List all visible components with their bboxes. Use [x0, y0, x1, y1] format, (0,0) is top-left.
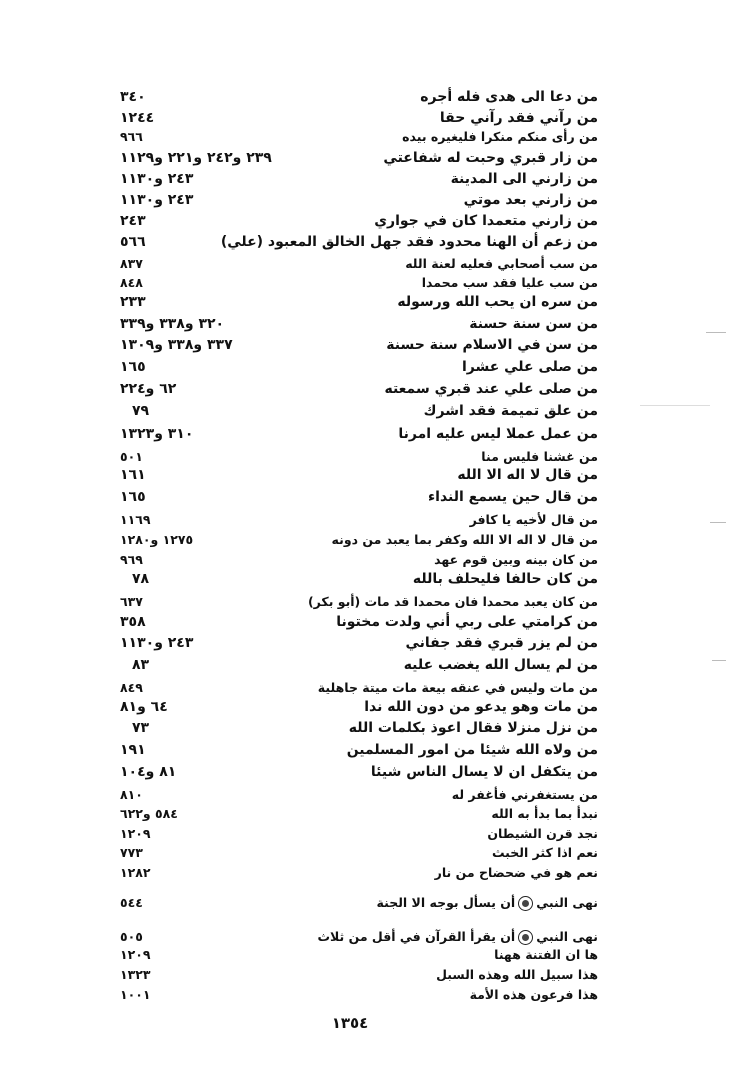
index-entry: [120, 944, 598, 965]
entry-text: من قال لأخيه يا كافر: [469, 512, 598, 527]
entry-page-ref: ٥٠٥: [120, 929, 143, 944]
entry-text: من رأى منكم منكرا فليغيره بيده: [402, 129, 598, 144]
entry-page-ref: ١٢٨٢: [120, 865, 151, 880]
scan-mark: [640, 405, 710, 406]
index-entry: [120, 487, 598, 508]
entry-page-ref: ١١٦٩: [120, 512, 151, 527]
scan-mark: [706, 332, 726, 333]
entry-page-ref: ٨١٠: [120, 787, 143, 802]
entry-page-ref: ٢٤٣: [120, 213, 146, 229]
index-entry: [120, 126, 598, 147]
entry-page-ref: ٣١٠ و١٣٢٣: [120, 426, 194, 442]
entry-text: نعم اذا كثر الخبث: [491, 845, 598, 860]
entry-text: من قال لا اله الا الله وكفر بما يعبد من دونه: [331, 532, 598, 547]
entry-page-ref: ٨٣٧: [120, 256, 143, 271]
index-entry: [120, 190, 598, 211]
index-entry: [120, 697, 598, 718]
index-entry: [120, 862, 598, 883]
index-entry: [120, 253, 598, 274]
entry-page-ref: ٣٢٠ و٣٣٨ و٣٣٩: [120, 316, 225, 332]
entry-page-ref: ٧٣: [132, 720, 150, 736]
entry-text: من زارني الى المدينة: [450, 171, 598, 187]
entry-page-ref: ٧٩: [132, 403, 150, 419]
entry-page-ref: ٣٥٨: [120, 614, 146, 630]
entry-page-ref: ٣٣٧ و٣٣٨ و١٣٠٩: [120, 337, 233, 353]
entry-text: من رآني فقد رآني حقا: [439, 110, 598, 126]
entry-text-end: أن يقرأ القرآن في أقل من ثلاث: [317, 929, 516, 944]
index-entry: [120, 379, 598, 400]
entry-page-ref: ٨١ و١٠٤: [120, 764, 177, 780]
entry-text: ها ان الفتنة ههنا: [494, 947, 598, 962]
entry-page-ref: ٢٣٣: [120, 294, 146, 310]
entry-page-ref: ٧٨: [132, 571, 150, 587]
scan-mark: [712, 660, 726, 661]
index-entry: [120, 762, 598, 783]
index-entry: [120, 803, 598, 824]
scan-mark: [710, 522, 726, 523]
index-entry: [120, 232, 598, 253]
entry-text: من زارني متعمدا كان في جواري: [374, 213, 598, 229]
entry-text: من عمل عملا ليس عليه امرنا: [398, 426, 598, 442]
entry-text: من سن سنة حسنة: [469, 316, 598, 332]
entry-text: نجد قرن الشيطان: [487, 826, 598, 841]
entry-page-ref: ٥٨٤ و٦٢٢: [120, 806, 178, 821]
entry-text: من نزل منزلا فقال اعوذ بكلمات الله: [348, 720, 598, 736]
index-entry: [120, 335, 598, 356]
index-entry: [120, 401, 598, 422]
entry-page-ref: ٥٠١: [120, 449, 143, 464]
entry-text: من غشنا فليس منا: [481, 449, 598, 464]
entry-text: من مات وليس في عنقه بيعة مات ميتة جاهلية: [317, 680, 598, 695]
entry-text: من زارني بعد موتي: [463, 192, 598, 208]
index-entry: [120, 272, 598, 293]
entry-page-ref: ٨٣: [132, 657, 150, 673]
page-number: ١٣٥٤: [331, 1014, 369, 1032]
index-entry: [120, 148, 598, 169]
entry-text: من قال لا اله الا الله: [457, 467, 598, 483]
entry-page-ref: ٣٤٠: [120, 89, 146, 105]
entry-page-ref: ٢٤٣ و١١٣٠: [120, 192, 194, 208]
entry-text: [377, 892, 598, 913]
index-entry: [120, 677, 598, 698]
entry-page-ref: ٢٣٩ و٢٤٢ و٢٢١ و١١٢٩: [120, 150, 272, 166]
entry-text: هذا فرعون هذه الأمة: [469, 987, 598, 1002]
index-entry: [120, 718, 598, 739]
entry-page-ref: ١٢٠٩: [120, 826, 151, 841]
entry-page-ref: ٥٤٤: [120, 895, 143, 910]
entry-text: من ولاه الله شيئا من امور المسلمين: [346, 742, 598, 758]
index-entry: [120, 612, 598, 633]
entry-text: من كان حالفا فليحلف بالله: [412, 571, 598, 587]
entry-page-ref: ١٢٧٥ و١٢٨٠: [120, 532, 194, 547]
entry-text: من لم يسال الله يغضب عليه: [403, 657, 598, 673]
index-entry: [120, 655, 598, 676]
entry-text: من يستغفرني فأغفر له: [451, 787, 598, 802]
index-entry: [120, 509, 598, 530]
entry-text: من علق تميمة فقد اشرك: [423, 403, 598, 419]
index-entry: [120, 87, 598, 108]
entry-text-start: نهى النبي: [536, 929, 598, 944]
entry-text-end: أن يسأل بوجه الا الجنة: [376, 895, 516, 910]
entry-text: من كان يعبد محمدا فان محمدا قد مات (أبو بكر): [307, 594, 598, 609]
index-entry: [120, 424, 598, 445]
entry-page-ref: ٦٤ و٨١: [120, 699, 168, 715]
entry-page-ref: ٩٦٩: [120, 552, 143, 567]
entry-text: من سره ان يحب الله ورسوله: [397, 294, 598, 310]
entry-page-ref: ١٢٤٤: [120, 110, 155, 126]
index-entry: [120, 591, 598, 612]
entry-page-ref: ٦٢ و٢٢٤: [120, 381, 177, 397]
entry-page-ref: ١٣٢٣: [120, 967, 151, 982]
entry-page-ref: ١٦١: [120, 467, 146, 483]
entry-text: من سب أصحابي فعليه لعنة الله: [405, 256, 598, 271]
honorific-seal-icon: [518, 930, 533, 945]
entry-page-ref: ٧٧٣: [120, 845, 143, 860]
index-entry: [120, 465, 598, 486]
entry-page-ref: ٢٤٣ و١١٣٠: [120, 635, 194, 651]
index-entry: [120, 784, 598, 805]
index-entry: [120, 211, 598, 232]
entry-text: من يتكفل ان لا يسال الناس شيئا: [370, 764, 598, 780]
entry-page-ref: ٥٦٦: [120, 234, 146, 250]
index-entry: [120, 740, 598, 761]
index-entry: [120, 964, 598, 985]
entry-text: هذا سبيل الله وهذه السبل: [436, 967, 598, 982]
entry-page-ref: ٢٤٣ و١١٣٠: [120, 171, 194, 187]
index-entry: [120, 569, 598, 590]
entry-text: من زار قبري وحبت له شفاعتي: [383, 150, 598, 166]
entry-text: من سب عليا فقد سب محمدا: [421, 275, 598, 290]
entry-text: من سن في الاسلام سنة حسنة: [386, 337, 598, 353]
index-entry: [120, 529, 598, 550]
index-entry: [120, 292, 598, 313]
index-entry: [120, 446, 598, 467]
entry-text: من زعم أن الهنا محدود فقد جهل الخالق المعبود (علي): [220, 234, 598, 250]
entry-page-ref: ٦٣٧: [120, 594, 143, 609]
index-entry: [120, 549, 598, 570]
index-entry: [120, 984, 598, 1005]
entry-page-ref: ٩٦٦: [120, 129, 143, 144]
entry-text: من صلى علي عند قبري سمعته: [384, 381, 598, 397]
entry-page-ref: ١٦٥: [120, 489, 146, 505]
index-entry: [120, 169, 598, 190]
entry-text-start: نهى النبي: [536, 895, 598, 910]
entry-page-ref: ١٩١: [120, 742, 146, 758]
entry-text: من كرامتي على ربي أني ولدت مختونا: [336, 614, 598, 630]
index-entry: [120, 314, 598, 335]
entry-page-ref: ١٠٠١: [120, 987, 151, 1002]
entry-page-ref: ٨٤٨: [120, 275, 143, 290]
index-entry: [120, 357, 598, 378]
entry-text: من لم يزر قبري فقد جفاني: [405, 635, 598, 651]
entry-text: من قال حين يسمع النداء: [427, 489, 598, 505]
honorific-seal-icon: [518, 896, 533, 911]
entry-page-ref: ٨٤٩: [120, 680, 143, 695]
entry-text: من صلى علي عشرا: [461, 359, 598, 375]
entry-page-ref: ١٢٠٩: [120, 947, 151, 962]
index-entry: [120, 633, 598, 654]
entry-text: من كان بينه وبين قوم عهد: [434, 552, 598, 567]
entry-text: من مات وهو يدعو من دون الله ندا: [364, 699, 598, 715]
entry-text: نعم هو في ضحضاح من نار: [434, 865, 598, 880]
entry-text: نبدأ بما بدأ به الله: [491, 806, 598, 821]
index-entry: [120, 823, 598, 844]
entry-page-ref: ١٦٥: [120, 359, 146, 375]
entry-text: من دعا الى هدى فله أجره: [420, 89, 598, 105]
index-entry: [120, 892, 598, 916]
index-entry: [120, 842, 598, 863]
